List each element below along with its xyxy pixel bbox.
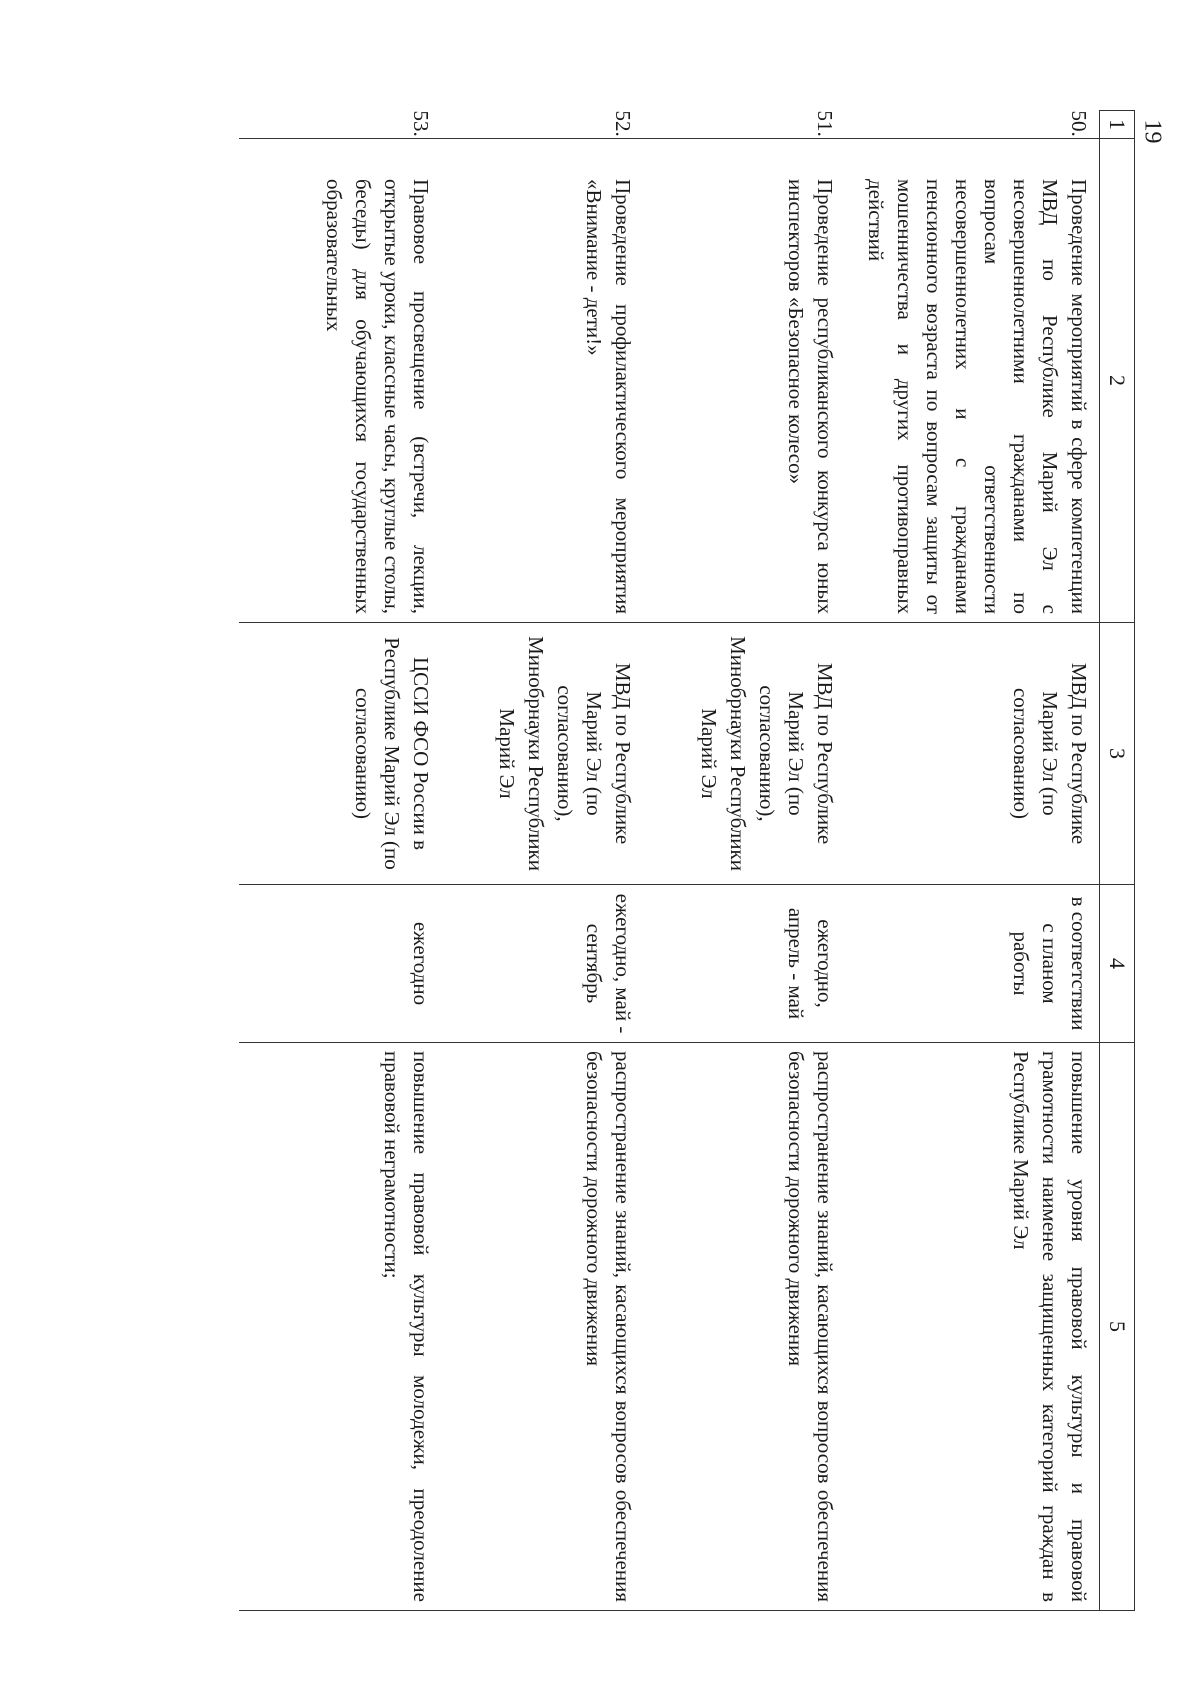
executor-cell: ЦССИ ФСО России в Республике Марий Эл (по согласованию) — [239, 623, 441, 885]
table-row — [239, 111, 441, 1611]
column-number-1: 1 — [1100, 111, 1135, 139]
column-number-4: 4 — [1100, 885, 1135, 1043]
result-cell: повышение правовой культуры молодежи, преодоление правовой неграмотности; — [239, 1043, 441, 1611]
column-number-3: 3 — [1100, 623, 1135, 885]
page-number: 19 — [1139, 119, 1166, 144]
executor-cell: МВД по Республике Марий Эл (по согласованию), Минобрнауки Республики Марий Эл — [643, 623, 845, 885]
measure-cell: Проведение профилактического мероприятия «Внимание - дети!» — [441, 139, 643, 623]
measure-cell: Правовое просвещение (встречи, лекции, открытые уроки, классные часы, круглые столы, беседы) для обучающихся государственных образовательных — [239, 139, 441, 623]
measures-table — [239, 110, 1135, 1611]
table-row — [441, 111, 643, 1611]
executor-cell: МВД по Республике Марий Эл (по согласованию), Минобрнауки Республики Марий Эл — [441, 623, 643, 885]
term-cell: ежегодно — [239, 885, 441, 1043]
column-number-2: 2 — [1100, 139, 1135, 623]
row-number-cell — [845, 111, 1099, 139]
term-cell: ежегодно, май - сентябрь — [441, 885, 643, 1043]
executor-cell: МВД по Республике Марий Эл (по согласованию) — [845, 623, 1099, 885]
row-number: 52. — [611, 110, 636, 137]
column-number-header-row — [1100, 111, 1135, 1611]
row-number: 51. — [813, 110, 838, 137]
row-number: 50. — [1067, 110, 1091, 137]
row-number-cell — [643, 111, 845, 139]
rotated-table-frame — [175, 110, 1135, 1610]
result-cell: повышение уровня правовой культуры и правовой грамотности наименее защищенных категорий граждан в Республике Марий Эл — [845, 1043, 1099, 1611]
result-cell: распространение знаний, касающихся вопросов обеспечения безопасности дорожного движения — [441, 1043, 643, 1611]
column-number-5: 5 — [1100, 1043, 1135, 1611]
term-cell: ежегодно, апрель - май — [643, 885, 845, 1043]
table-row — [845, 111, 1099, 1611]
measure-cell: Проведение мероприятий в сфере компетенции МВД по Республике Марий Эл с несовершеннолетними гражданами по вопросам ответственности несовершеннолетних и с гражданами пенсионного возраста по вопросам защиты от мошенничества и других противоправных действий — [845, 139, 1099, 623]
result-cell: распространение знаний, касающихся вопросов обеспечения безопасности дорожного движения — [643, 1043, 845, 1611]
row-number: 53. — [409, 110, 434, 137]
row-number-cell — [441, 111, 643, 139]
table-row — [643, 111, 845, 1611]
measure-cell: Проведение республиканского конкурса юных инспекторов «Безопасное колесо» — [643, 139, 845, 623]
row-number-cell — [239, 111, 441, 139]
term-cell: в соответствии с планом работы — [845, 885, 1099, 1043]
